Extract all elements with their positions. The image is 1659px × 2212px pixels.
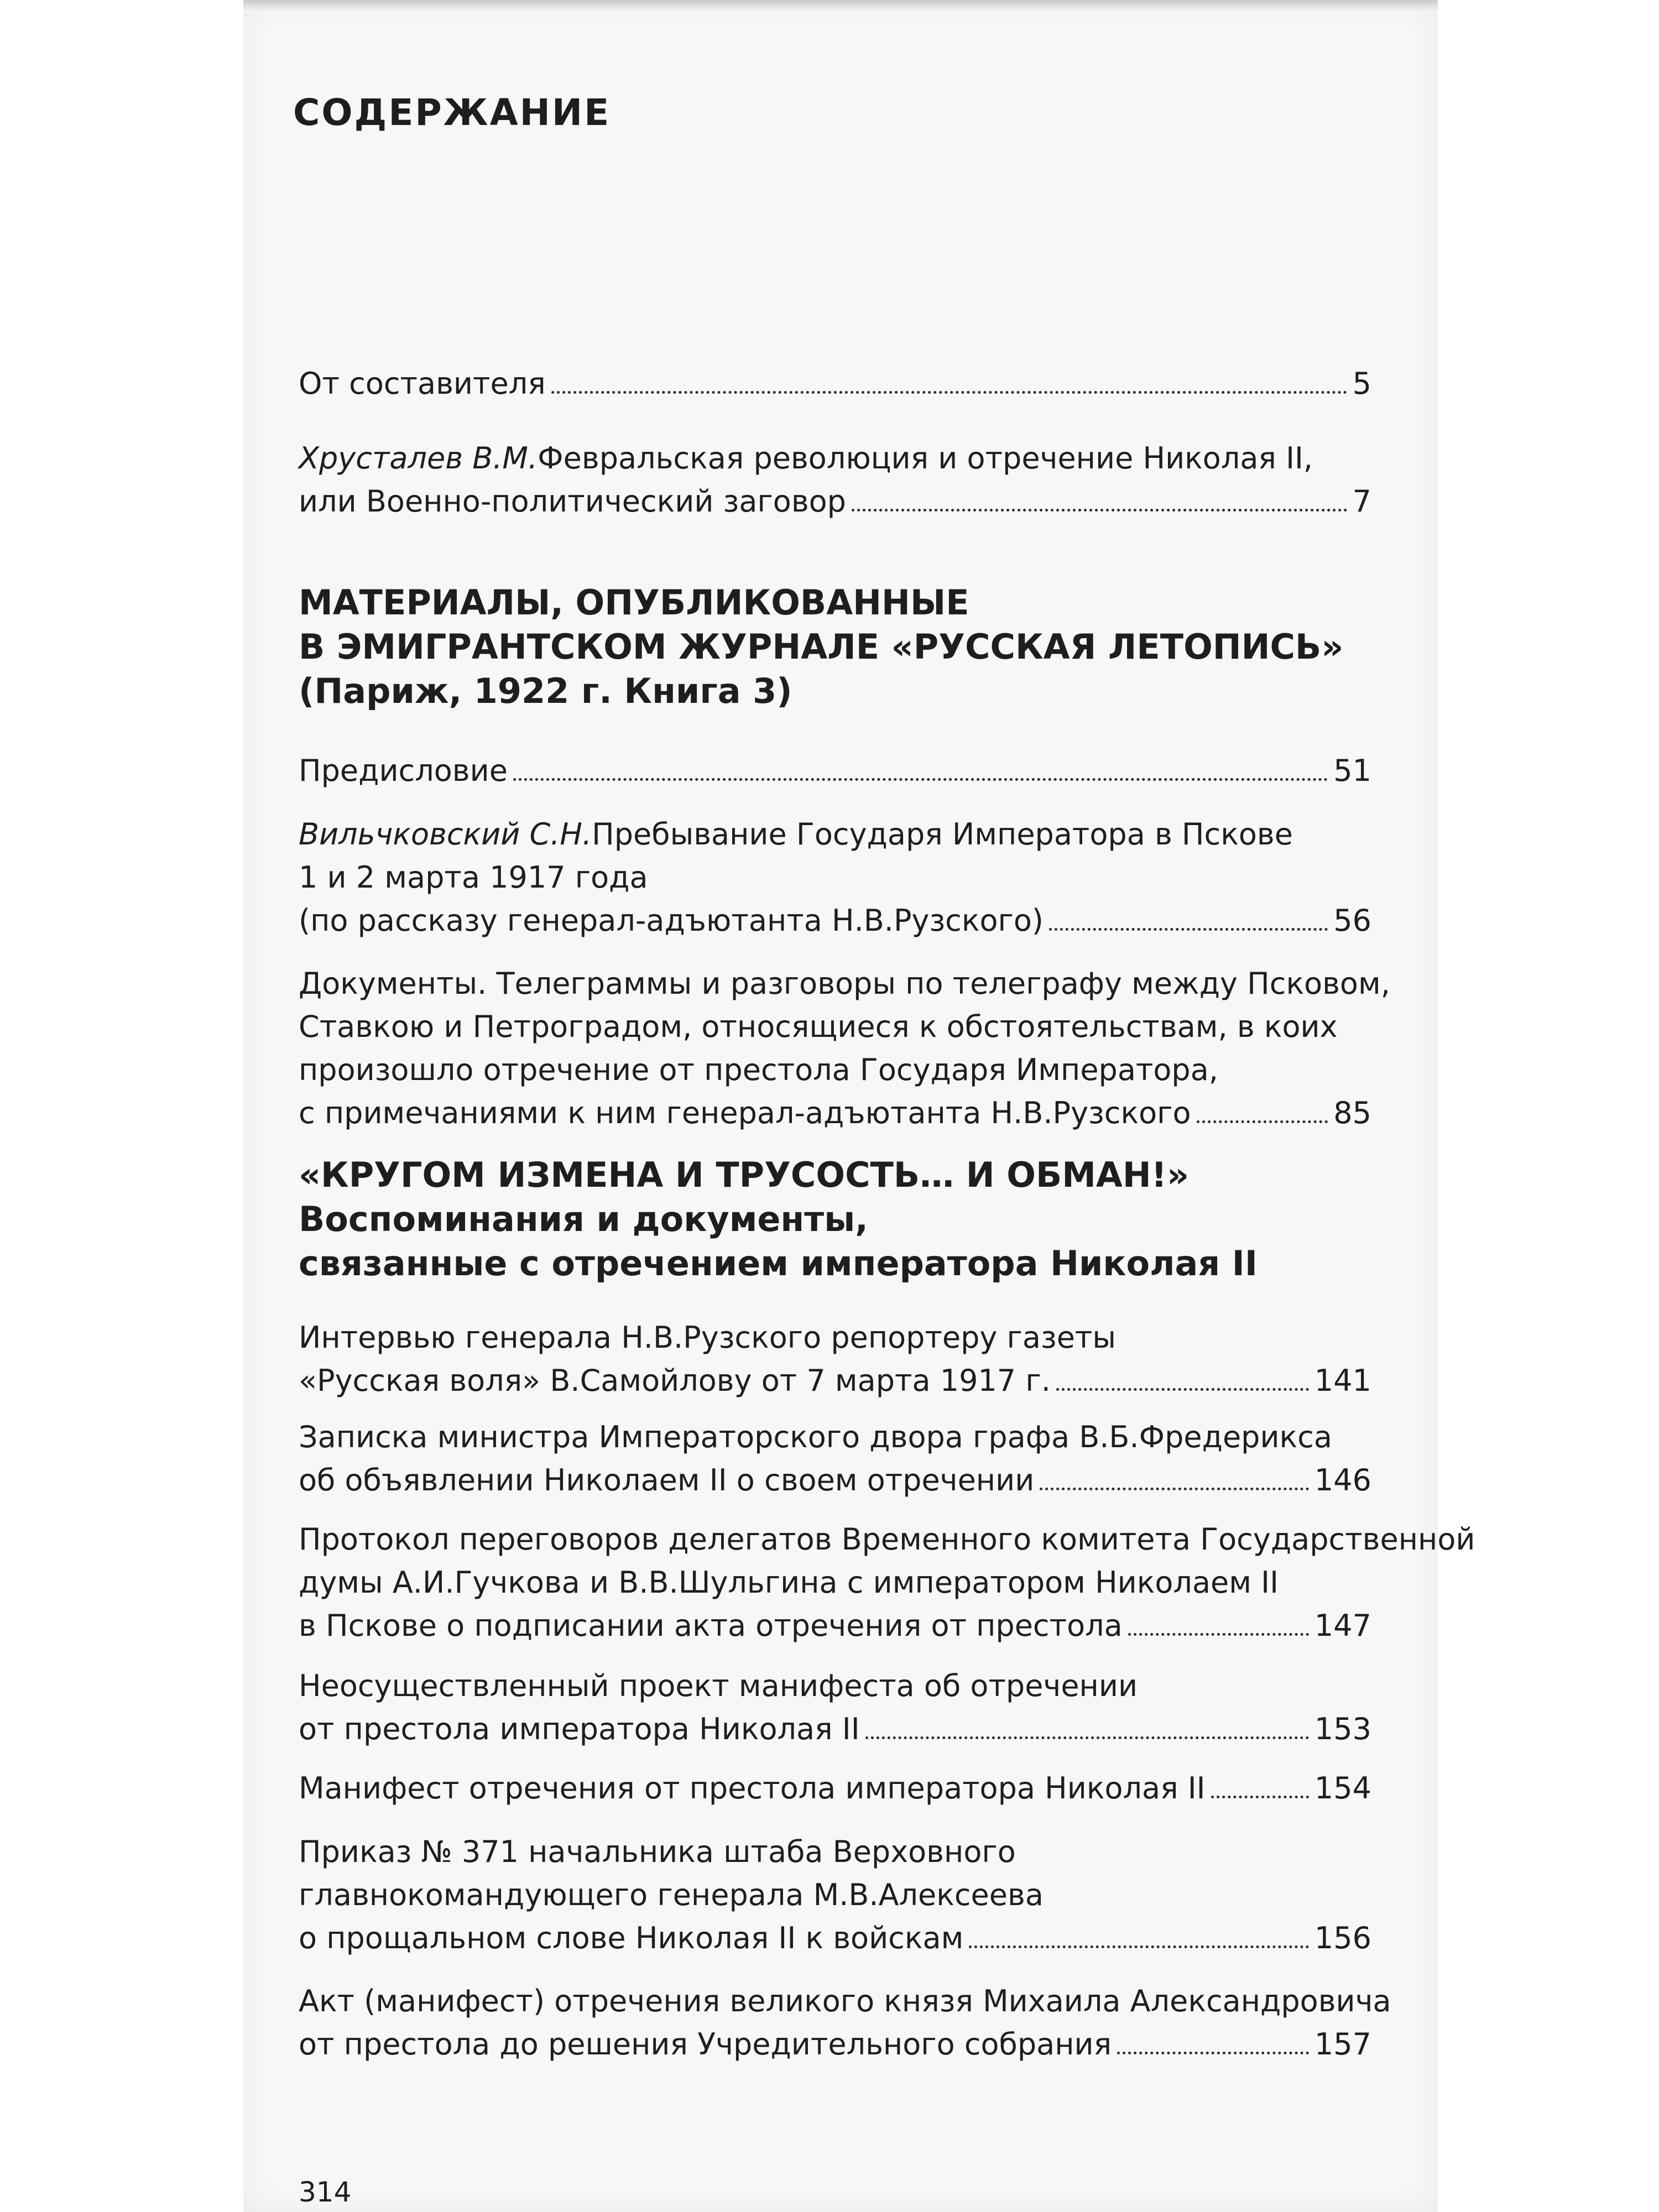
toc-entry-page: 85 (1333, 1095, 1371, 1130)
toc-entry (299, 1830, 1371, 1960)
section-heading-line: «КРУГОМ ИЗМЕНА И ТРУСОСТЬ… И ОБМАН!» (299, 1155, 1190, 1195)
toc-entry-title: От составителя (299, 366, 546, 401)
toc-entry-title: Ставкою и Петроградом, относящиеся к обстоятельствам, в коих (299, 1009, 1338, 1044)
dot-leader (969, 1945, 1309, 1948)
toc-entry-page: 154 (1314, 1771, 1371, 1806)
toc-entry-line (299, 1830, 1371, 1874)
dot-leader (551, 391, 1347, 394)
toc-entry-title: Интервью генерала Н.В.Рузского репортеру газеты (299, 1320, 1117, 1355)
toc-entry-title: в Пскове о подписании акта отречения от престола (299, 1608, 1123, 1643)
dot-leader (1128, 1633, 1309, 1636)
toc-entry-title: Пребывание Государя Императора в Пскове (592, 817, 1293, 852)
toc-entry-title: (по рассказу генерал-адъютанта Н.В.Рузского) (299, 903, 1044, 938)
toc-entry-line (299, 1561, 1371, 1604)
toc-entry-page: 157 (1314, 2027, 1371, 2062)
toc-entry-line (299, 856, 1371, 899)
dot-leader (865, 1736, 1309, 1739)
dot-leader (1197, 1120, 1328, 1123)
toc-entry-line (299, 1767, 1371, 1810)
toc-entry-title: о прощальном слове Николая II к войскам (299, 1921, 964, 1955)
toc-entry-author: Хрусталев В.М. (299, 441, 538, 476)
toc-entry-line (299, 1092, 1371, 1135)
toc-entry-line (299, 749, 1371, 792)
toc-entry-page: 153 (1314, 1712, 1371, 1746)
toc-entry-line (299, 1005, 1371, 1048)
toc-entry-title: Февральская революция и отречение Николая II, (538, 441, 1313, 476)
toc-entry-page: 147 (1314, 1608, 1371, 1643)
toc-entry-title: Неосуществленный проект манифеста об отречении (299, 1668, 1138, 1703)
toc-entry (299, 362, 1371, 405)
toc-entry-title: Манифест отречения от престола императора Николая II (299, 1771, 1206, 1806)
toc-entry-line (299, 1917, 1371, 1960)
toc-entry-line (299, 2023, 1371, 2066)
section-heading-line: (Париж, 1922 г. Книга 3) (299, 671, 792, 711)
toc-entry-title: от престола императора Николая II (299, 1712, 860, 1746)
toc-entry-line (299, 480, 1371, 523)
toc-entry-page: 156 (1314, 1921, 1371, 1955)
dot-leader (1049, 928, 1328, 931)
dot-leader (852, 509, 1347, 512)
toc-entry (299, 749, 1371, 792)
toc-entry-line (299, 1604, 1371, 1647)
toc-entry-line (299, 1416, 1371, 1459)
toc-entry-line (299, 1980, 1391, 2023)
toc-entry-title: Приказ № 371 начальника штаба Верховного (299, 1834, 1016, 1869)
toc-entry-line (299, 1459, 1371, 1502)
toc-entry-page: 51 (1333, 753, 1371, 788)
toc-entry-title: произошло отречение от престола Государя Императора, (299, 1052, 1218, 1087)
toc-entry-title: от престола до решения Учредительного собрания (299, 2027, 1112, 2062)
toc-entry-title: Записка министра Императорского двора графа В.Б.Фредерикса (299, 1420, 1332, 1454)
toc-entry-title: «Русская воля» В.Самойлову от 7 марта 1917 г. (299, 1363, 1051, 1398)
toc-entry-line (299, 1874, 1371, 1917)
toc-entry (299, 962, 1390, 1135)
toc-entry-line (299, 1708, 1371, 1751)
toc-entry-page: 5 (1352, 366, 1371, 401)
toc-entry (299, 1980, 1391, 2066)
toc-entry-line (299, 813, 1371, 856)
toc-entry-title: или Военно-политический заговор (299, 484, 846, 519)
section-heading-line: связанные с отречением императора Николая II (299, 1243, 1258, 1284)
toc-entry (299, 813, 1371, 942)
toc-entry-title: Документы. Телеграммы и разговоры по телеграфу между Псковом, (299, 966, 1390, 1001)
toc-entry-line (299, 962, 1390, 1005)
toc-entry-author: Вильчковский С.Н. (299, 817, 592, 852)
dot-leader (1211, 1796, 1309, 1798)
section-heading-line: Воспоминания и документы, (299, 1199, 868, 1239)
toc-title: СОДЕРЖАНИЕ (293, 91, 611, 134)
toc-entry (299, 1767, 1371, 1810)
section-heading (299, 581, 1405, 713)
toc-entry-title: Акт (манифест) отречения великого князя Михаила Александровича (299, 1984, 1391, 2018)
dot-leader (1040, 1488, 1309, 1490)
section-heading-line: МАТЕРИАЛЫ, ОПУБЛИКОВАННЫЕ (299, 582, 969, 623)
toc-entry (299, 1416, 1371, 1502)
toc-entry-line (299, 1518, 1475, 1561)
toc-entry-title: главнокомандующего генерала М.В.Алексеева (299, 1877, 1044, 1912)
toc-entry-page: 141 (1314, 1363, 1371, 1398)
toc-entry-title: Предисловие (299, 753, 508, 788)
page-number: 314 (299, 2176, 352, 2208)
toc-entry (299, 1518, 1475, 1647)
toc-entry-line (299, 1316, 1371, 1359)
toc-entry-page: 56 (1333, 903, 1371, 938)
toc-entry-page: 7 (1352, 484, 1371, 519)
toc-entry-line (299, 437, 1371, 480)
toc-entry-line (299, 1665, 1371, 1708)
toc-entry-title: Протокол переговоров делегатов Временного комитета Государственной (299, 1522, 1475, 1557)
toc-entry-title: об объявлении Николаем II о своем отречении (299, 1463, 1035, 1498)
toc-entry-line (299, 362, 1371, 405)
toc-entry-title: с примечаниями к ним генерал-адъютанта Н.В.Рузского (299, 1095, 1191, 1130)
dot-leader (1117, 2052, 1309, 2054)
toc-entry-page: 146 (1314, 1463, 1371, 1498)
dot-leader (1056, 1388, 1309, 1391)
toc-entry (299, 437, 1371, 523)
toc-entry-line (299, 1048, 1371, 1092)
toc-entry (299, 1665, 1371, 1751)
toc-entry-line (299, 899, 1371, 942)
dot-leader (513, 778, 1328, 781)
toc-entry-line (299, 1359, 1371, 1402)
section-heading-line: В ЭМИГРАНТСКОМ ЖУРНАЛЕ «РУССКАЯ ЛЕТОПИСЬ» (299, 627, 1344, 667)
toc-entry-title: 1 и 2 марта 1917 года (299, 860, 648, 895)
toc-entry (299, 1316, 1371, 1402)
section-heading (299, 1153, 1405, 1286)
toc-entry-title: думы А.И.Гучкова и В.В.Шульгина с императором Николаем II (299, 1565, 1279, 1600)
